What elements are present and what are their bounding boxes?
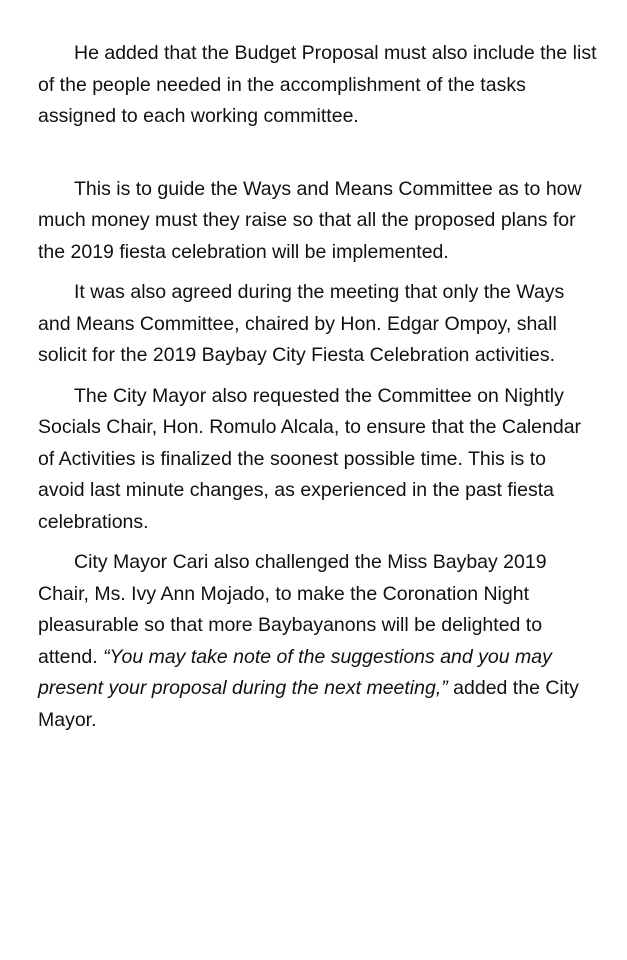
paragraph-calendar-request <box>38 381 597 539</box>
paragraph-ways-and-means-guide <box>38 174 597 269</box>
paragraph-lead-text: City Mayor Cari also challenged the Miss Baybay 2019 Chair, Ms. Ivy Ann Mojado, to make the Coronation Night pleasurable so that more Baybayanons will be delighted to attend. <box>38 551 547 668</box>
paragraph-budget-proposal <box>38 38 597 133</box>
paragraph-text: He added that the Budget Proposal must also include the list of the people needed in the accomplishment of the tasks assigned to each working committee. <box>38 42 597 127</box>
mayor-quote: “You may take note of the suggestions and you may present your proposal during the next meeting,” <box>38 645 552 699</box>
paragraph-solicitation-agreement <box>38 277 597 372</box>
paragraph-text: The City Mayor also requested the Committee on Nightly Socials Chair, Hon. Romulo Alcala, to ensure that the Calendar of Activities is finalized the soonest possible time. This is to avoid last minute changes, as experienced in the past fiesta celebrations. <box>38 384 582 533</box>
paragraph-text: It was also agreed during the meeting that only the Ways and Means Committee, chaired by Hon. Edgar Ompoy, shall solicit for the 2019 Baybay City Fiesta Celebration activities. <box>38 281 565 366</box>
paragraph-text: This is to guide the Ways and Means Committee as to how much money must they raise so that all the proposed plans for the 2019 fiesta celebration will be implemented. <box>38 177 582 263</box>
paragraph-tail-text: added the City Mayor. <box>38 677 579 731</box>
paragraph-coronation-night <box>38 547 597 736</box>
